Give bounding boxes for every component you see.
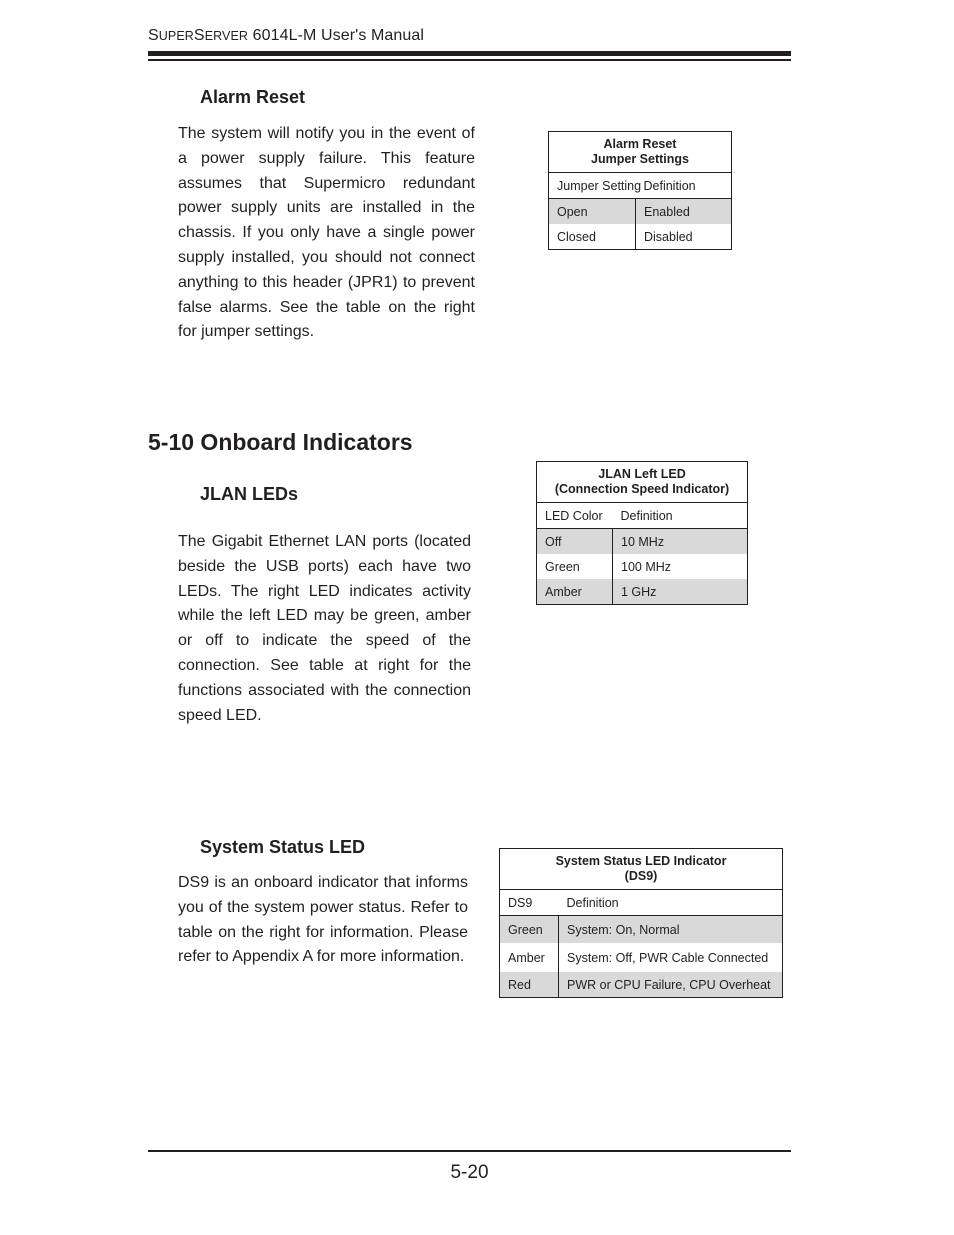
table-row xyxy=(500,943,783,972)
table-title-line1: Alarm Reset xyxy=(603,137,677,151)
running-header xyxy=(148,27,424,45)
table-cell: 100 MHz xyxy=(621,559,672,574)
header-smallcaps-1: UPER xyxy=(158,29,194,43)
table-title-line1: System Status LED Indicator xyxy=(555,854,727,868)
table-cell: Off xyxy=(537,529,613,555)
table-row xyxy=(549,224,732,250)
table-column-header-row xyxy=(500,890,783,916)
section-title: 5-10 Onboard Indicators xyxy=(148,429,413,455)
table-cell: System: On, Normal xyxy=(559,916,783,944)
table-row xyxy=(500,972,783,998)
table-cell: Enabled xyxy=(636,199,732,225)
jlan-table xyxy=(536,461,748,605)
column-header: Definition xyxy=(613,503,748,529)
header-rule-thick xyxy=(148,51,791,56)
table-column-header-row xyxy=(549,173,732,199)
table-cell: Green xyxy=(537,554,613,579)
column-header: Definition xyxy=(636,173,732,199)
footer-rule xyxy=(148,1150,791,1152)
table-cell: Red xyxy=(500,972,559,998)
column-header: Definition xyxy=(559,890,783,916)
table-row xyxy=(537,554,748,579)
table-title-line2: Jumper Settings xyxy=(591,152,689,166)
alarm-reset-body: The system will notify you in the event of a power supply failure. This feature assumes that Supermicro redundant power supply units are installed in the chassis. If you only have a single power supply installed, you should not connect anything to this header (JPR1) to prevent false alarms. See the table on the right for jumper settings. xyxy=(178,125,475,341)
table-cell: Green xyxy=(500,916,559,944)
table-cell: System: Off, PWR Cable Connected xyxy=(567,950,769,965)
table-cell: Open xyxy=(549,199,636,225)
header-cap-s1: S xyxy=(148,27,159,44)
column-header: LED Color xyxy=(537,503,613,529)
column-header: DS9 xyxy=(500,890,559,916)
table-title-line2: (DS9) xyxy=(624,869,658,883)
table-row xyxy=(537,579,748,605)
jlan-heading: JLAN LEDs xyxy=(200,484,299,504)
header-smallcaps-2: ERVER xyxy=(204,29,249,43)
column-header: Jumper Setting xyxy=(549,173,636,199)
jlan-body: The Gigabit Ethernet LAN ports (located beside the USB ports) each have two LEDs. The right LED indicates activity while the left LED may be green, amber or off to indicate the speed of the connection. See table at right for the functions associated with the connection speed LED. xyxy=(178,533,471,724)
table-cell: PWR or CPU Failure, CPU Overheat xyxy=(559,972,783,998)
status-led-body: DS9 is an onboard indicator that informs you of the system power status. Refer to table on the right for information. Please refer to Appendix A for more information. xyxy=(178,874,468,966)
header-cap-s2: S xyxy=(193,27,205,44)
alarm-reset-table xyxy=(548,131,732,250)
table-row xyxy=(537,529,748,555)
page-number: 5-20 xyxy=(450,1162,489,1183)
alarm-reset-table-title xyxy=(549,132,732,173)
status-led-table-title xyxy=(500,849,783,890)
table-title-line2: (Connection Speed Indicator) xyxy=(554,482,730,496)
table-column-header-row xyxy=(537,503,748,529)
table-cell: Amber xyxy=(537,579,613,605)
header-rule-thin xyxy=(148,59,791,61)
table-cell: Amber xyxy=(500,943,559,972)
alarm-reset-heading: Alarm Reset xyxy=(200,87,306,107)
status-led-heading: System Status LED xyxy=(200,837,366,857)
table-row xyxy=(500,916,783,944)
table-cell: Disabled xyxy=(644,229,693,244)
table-title-line1: JLAN Left LED xyxy=(598,467,686,481)
table-cell: 10 MHz xyxy=(613,529,748,555)
table-cell: Closed xyxy=(549,224,636,250)
header-title-rest: 6014L-M User's Manual xyxy=(248,27,425,44)
table-cell: 1 GHz xyxy=(613,579,748,605)
table-row xyxy=(549,199,732,225)
jlan-table-title xyxy=(537,462,748,503)
status-led-table xyxy=(499,848,783,998)
